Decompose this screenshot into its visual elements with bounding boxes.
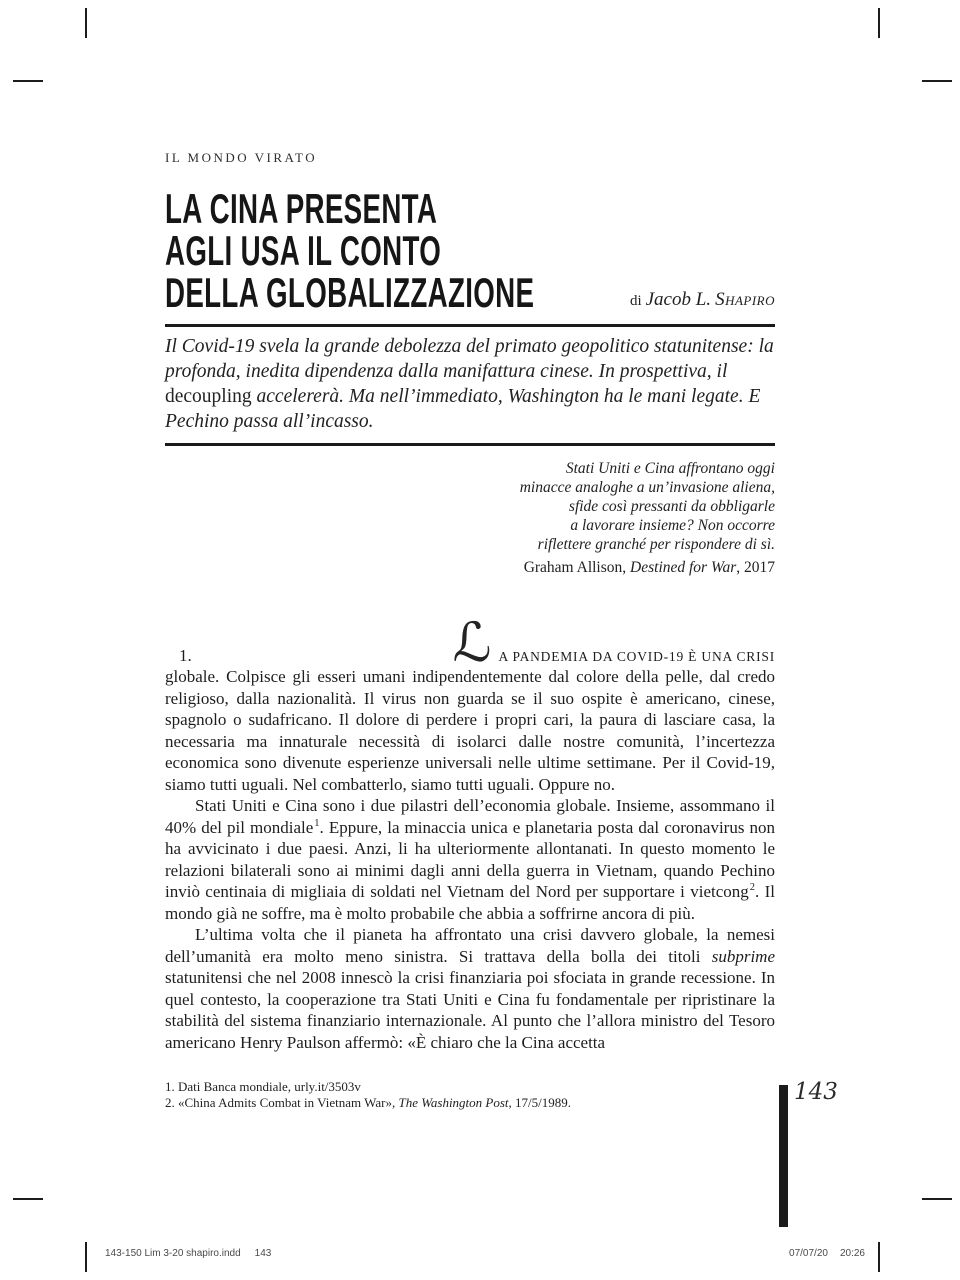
crop-mark-top-left-horizontal [13,80,43,82]
epigraph-line-3: sfide così pressanti da obbligarle [568,498,775,515]
epigraph-line-2: minacce analoghe a un’invasione aliena, [519,479,775,496]
epigraph-attribution [165,559,775,577]
footnote-2-number: 2. [165,1095,175,1110]
byline [630,289,775,311]
byline-author-surname: Shapiro [715,289,775,310]
epigraph-line-1: Stati Uniti e Cina affrontano oggi [565,460,775,477]
dropcap-letter: ℒ [452,611,492,674]
crop-mark-top-right-horizontal [922,80,952,82]
section-opener [165,611,775,674]
footnote-1 [165,1079,775,1095]
footnote-1-text: Dati Banca mondiale, urly.it/3503v [174,1079,361,1094]
attribution-year: , 2017 [736,559,775,576]
footnote-ref-1: 1 [314,817,320,829]
abstract-bottom-rule [165,443,775,446]
section-number: 1. [179,646,192,665]
epigraph-line-4: a lavorare insieme? Non occorre [570,517,775,534]
footnote-2-date: , 17/5/1989. [508,1095,572,1110]
footnote-2 [165,1095,775,1111]
crop-mark-top-left-vertical [85,8,87,38]
body-paragraph-1: globale. Colpisce gli esseri umani indipendentemente dal colore della pelle, dal credo religioso, dalla nazionalità. Il virus non guarda se il suo ospite è americano, cinese, spagnolo o sudafricano. Il dolore di perdere i propri cari, la paura di lasciare casa, la necessaria ma innaturale necessità di isolarci dalle nostre comunità, l’incertezza economica sono divenute esperienze universali nelle ultime settimane. Per il Covid-19, siamo tutti uguali. Nel combatterlo, siamo tutti uguali. Oppure no. [165,667,775,794]
slug-date: 07/07/20 [789,1248,828,1259]
article-abstract [165,327,775,443]
article-title-line-2: AGLI USA IL CONTO [165,227,442,274]
folio-bar [779,1085,788,1227]
opening-small-caps: A PANDEMIA DA COVID-19 È UNA CRISI [498,649,775,664]
footnotes-block [165,1079,775,1111]
abstract-segment-2: accelererà. Ma nell’immediato, Washington ha le mani legate. E Pechino passa all’incasso. [165,386,761,432]
byline-prefix: di [629,293,642,309]
body-paragraph-3 [165,924,775,1053]
slug-filename: 143-150 Lim 3-20 shapiro.indd [105,1248,241,1259]
printer-slug-right [789,1248,865,1259]
title-block [165,185,775,316]
byline-author-name: Jacob L. [645,289,712,310]
p3-segment-1: L’ultima volta che il pianeta ha affrontato una crisi davvero globale, la nemesi dell’umanità era molto meno sinistra. Si trattava della bolla dei titoli [165,925,775,966]
footnote-1-number: 1. [165,1079,175,1094]
p3-italic-term: subprime [711,946,775,966]
page-number: 143 [794,1079,838,1105]
crop-mark-bottom-right-horizontal [922,1198,952,1200]
article-title-line-1: LA CINA PRESENTA [165,185,438,232]
epigraph-line-5: riflettere granché per rispondere di sì. [537,536,775,553]
footnote-2-text: «China Admits Combat in Vietnam War», [174,1095,399,1110]
abstract-segment-1: Il Covid-19 svela la grande debolezza del primato geopolitico statunitense: la profonda, inedita dipendenza dalla manifattura cinese. In prospettiva, il [165,336,774,382]
footnote-2-work-title: The Washington Post [398,1095,509,1110]
p3-segment-2: statunitensi che nel 2008 innescò la crisi finanziaria poi sfociata in grande recessione. In quel contesto, la cooperazione tra Stati Uniti e Cina fu fondamentale per ripristinare la stabilità del sistema finanziario internazionale. Al punto che l’allora ministro del Tesoro americano Henry Paulson affermò: «È chiaro che la Cina accetta [165,968,775,1052]
crop-mark-bottom-left-horizontal [13,1198,43,1200]
section-kicker: IL MONDO VIRATO [165,150,318,165]
p2-segment-2: . Eppure, la minaccia unica e planetaria posta dal coronavirus non ha avvicinato i due paesi. Anzi, li ha ulteriormente allontanati. In questo momento le relazioni bilaterali sono ai minimi dagli anni della guerra in Vietnam, quando Pechino inviò centinaia di migliaia di soldati nel Vietnam del Nord per supportare i vietcong [165,817,775,901]
printer-slug-left [105,1248,271,1259]
article-column [165,150,775,1111]
attribution-author: Graham Allison, [523,559,631,576]
p2-segment-3: . Il mondo già ne soffre, ma è molto probabile che abbia a soffrirne ancora di più. [165,882,776,923]
body-paragraph-2 [165,795,775,924]
slug-page-number: 143 [254,1248,272,1259]
epigraph-quote [165,459,775,554]
p2-segment-1: Stati Uniti e Cina sono i due pilastri dell’economia globale. Insieme, assommano il 40% del pil mondiale [165,796,775,837]
crop-mark-top-right-vertical [878,8,880,38]
attribution-work-title: Destined for War [630,559,737,576]
article-title-line-3: DELLA GLOBALIZZAZIONE [165,269,535,316]
slug-time: 20:26 [839,1248,865,1259]
printer-slug-line [0,1248,960,1262]
abstract-roman-term: decoupling [165,386,252,407]
footnote-ref-2: 2 [749,882,756,894]
